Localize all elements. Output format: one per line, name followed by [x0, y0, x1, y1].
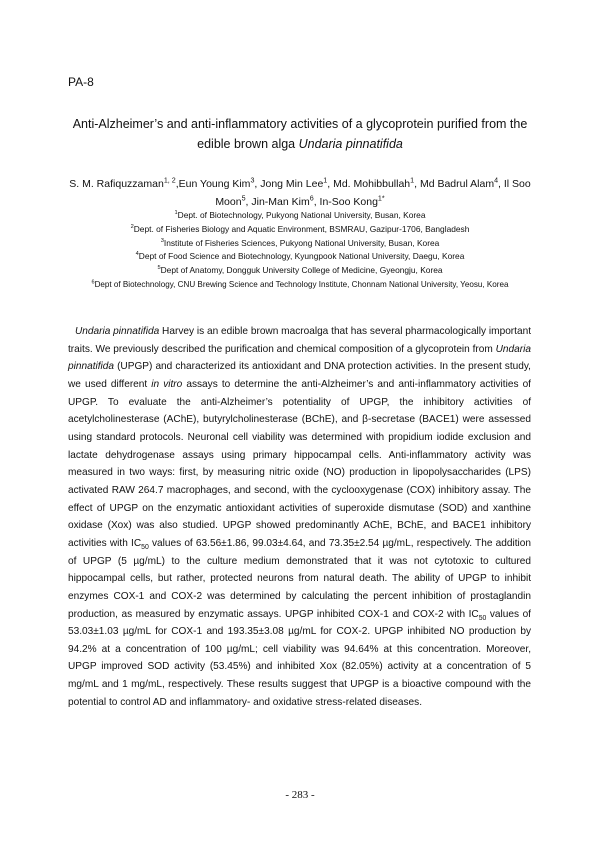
author-name: , Jong Min Lee	[254, 178, 324, 190]
abstract-paragraph	[68, 323, 531, 711]
abstract-text: (UPGP) and characterized its antioxidant and DNA protection activities. In the present study, we used different	[68, 361, 531, 390]
affiliation-item	[40, 250, 560, 264]
author-affil-sup: 6	[309, 194, 314, 202]
title-line-1: Anti-Alzheimer’s and anti-inflammatory activities of a glycoprotein purified from the	[72, 117, 528, 131]
ic50-subscript: 50	[141, 543, 149, 551]
affiliation-item	[40, 278, 560, 292]
affiliation-sup: 1	[174, 210, 178, 217]
author-name: S. M. Rafiquzzaman	[69, 178, 164, 190]
abstract-species: Undaria pinnatifida	[75, 326, 160, 337]
affiliation-text: Dept of Biotechnology, CNU Brewing Science and Technology Institute, Chonnam National University, Yeosu, Korea	[94, 279, 509, 289]
author-list	[60, 176, 540, 211]
abstract-in-vitro: in vitro	[151, 378, 183, 390]
page-number: - 283 -	[285, 789, 315, 801]
author-affil-sup: 1, 2	[163, 176, 176, 185]
affiliation-text: Dept of Anatomy, Dongguk University College of Medicine, Gyeongju, Korea	[160, 265, 443, 276]
abstract-species: Undaria pinnatifida	[68, 343, 531, 373]
affiliation-item	[40, 209, 560, 223]
paper-title	[64, 114, 536, 154]
abstract-text: assays to determine the anti-Alzheimer’s and anti-inflammatory activities of UPGP. To evaluate the anti-Alzheimer’s potentiality of UPGP, the inhibitory activities of acetylcholinesterase (AChE), butyrylcholinesterase (BChE), and β-secretase (BACE1) were assessed using standard protocols. Neuronal cell viability was determined with propidium iodide exclusion and lactate dehydrogenase assays using primary hippocampal cells. Anti-inflammatory activity was measured in two ways: first, by measuring nitric oxide (NO) production in lipopolysaccharides (LPS) activated RAW 264.7 macrophages, and second, with the cyclooxygenase (COX) inhibitory assay. The effect of UPGP on the enzymatic antioxidant activities of superoxide dismutase (SOD) and xanthine oxidase (Xox) was also studied. UPGP showed predominantly AChE, BChE, and BACE1 inhibitory activities with IC	[68, 378, 531, 549]
author-affil-sup: 4	[494, 176, 499, 185]
author-name: , Md. Mohibbullah	[327, 178, 411, 190]
affiliation-sup: 3	[160, 237, 164, 244]
title-species: Undaria pinnatifida	[298, 137, 403, 151]
author-name: , In-Soo Kong	[313, 195, 378, 208]
abstract	[68, 323, 531, 711]
affiliation-text: Dept of Food Science and Biotechnology, Kyungpook National University, Daegu, Korea	[138, 251, 465, 262]
affiliation-item	[40, 264, 560, 278]
affiliation-sup: 6	[91, 279, 95, 286]
affiliation-item	[40, 237, 560, 251]
author-affil-sup: 5	[241, 194, 246, 202]
affiliation-sup: 4	[135, 251, 139, 258]
author-name: , Il Soo Moon	[215, 178, 531, 208]
author-affil-sup: 1*	[377, 194, 385, 202]
affiliation-sup: 5	[157, 265, 161, 272]
affiliation-text: Dept. of Fisheries Biology and Aquatic Environment, BSMRAU, Gazipur-1706, Bangladesh	[133, 223, 470, 234]
affiliation-text: Dept. of Biotechnology, Pukyong National University, Busan, Korea	[177, 210, 426, 220]
author-name: , Md Badrul Alam	[414, 178, 495, 190]
abstract-text: values of 53.03±1.03 µg/mL for COX-1 and 193.35±3.08 µg/mL for COX-2. UPGP inhibited NO production by 94.2% at a concentration of 100 µg/mL; cell viability was 94.64% at this concentration. Moreover, UPGP improved SOD activity (53.45%) and inhibited Xox (82.05%) activity at a concentration of 5 mg/mL and 1 mg/mL, respectively. These results suggest that UPGP is a bioactive compound with the potential to control AD and inflammatory- and oxidative stress-related diseases.	[68, 608, 531, 708]
abstract-text: values of 63.56±1.86, 99.03±4.64, and 73.35±2.54 µg/mL, respectively. The addition of UPGP (5 µg/mL) to the culture medium demonstrated that it was not cytotoxic to cultured hippocampal cells, but rather, protected neurons from natural death. The ability of UPGP to inhibit enzymes COX-1 and COX-2 was determined by calculating the percent inhibition of prostaglandin production, as measured by enzymatic assays. UPGP inhibited COX-1 and COX-2 with IC	[68, 537, 531, 620]
author-name: ,Eun Young Kim	[175, 178, 251, 190]
author-name: , Jin-Man Kim	[245, 195, 310, 208]
abstract-text: Harvey is an edible brown macroalga that has several pharmacologically important traits. We previously described the purification and chemical composition of a glycoprotein from	[68, 326, 531, 355]
author-affil-sup: 1	[323, 176, 328, 185]
author-affil-sup: 3	[250, 176, 255, 185]
session-code: PA-8	[68, 75, 94, 89]
ic50-subscript: 50	[478, 614, 487, 622]
title-line-2: edible brown alga	[197, 137, 299, 151]
author-affil-sup: 1	[410, 176, 415, 185]
affiliation-text: Institute of Fisheries Sciences, Pukyong National University, Busan, Korea	[163, 237, 440, 248]
affiliation-list	[40, 209, 560, 292]
affiliation-sup: 2	[130, 224, 134, 230]
affiliation-item	[40, 223, 560, 237]
